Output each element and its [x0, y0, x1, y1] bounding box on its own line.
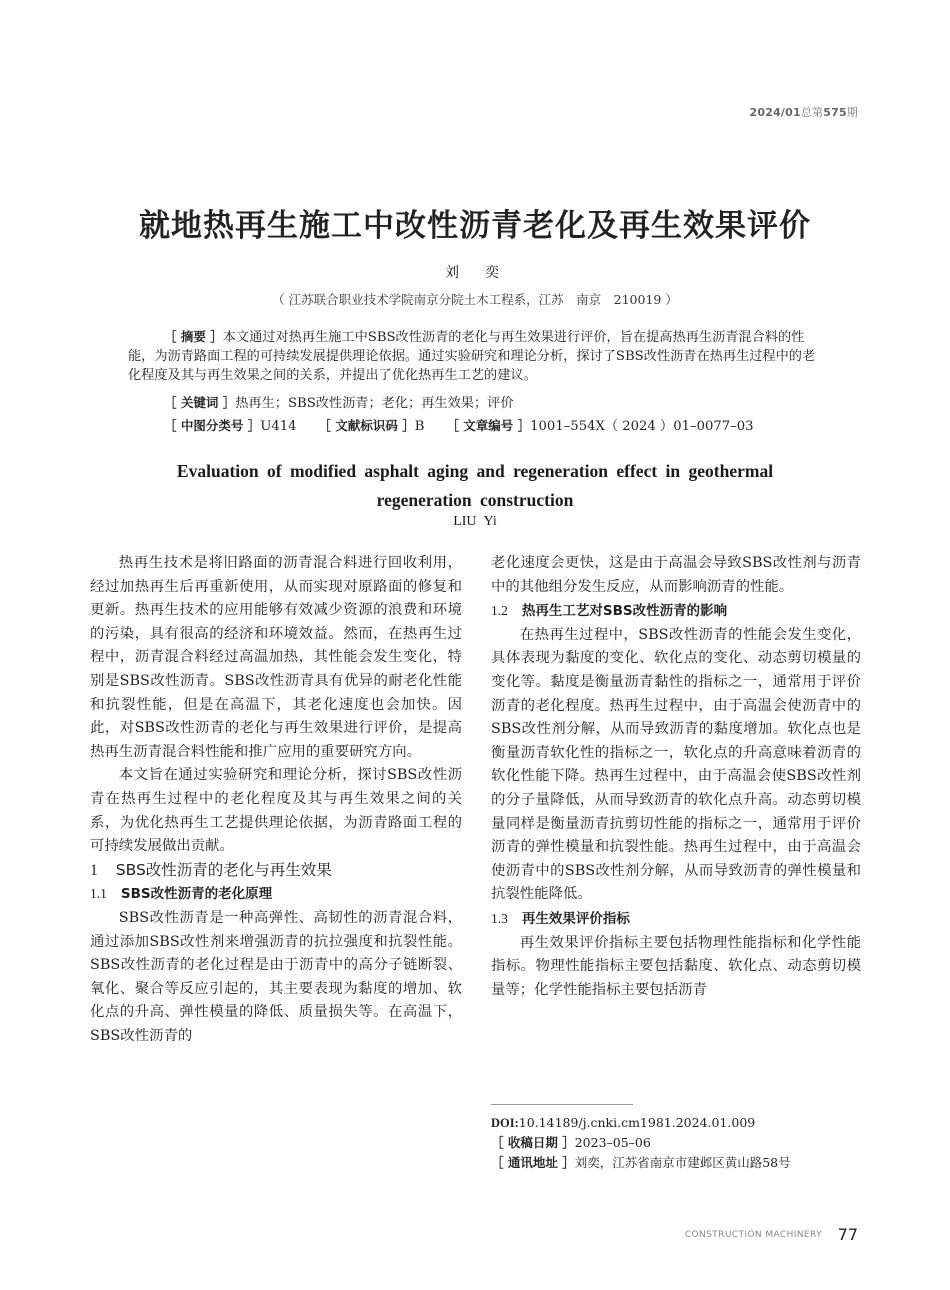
- doc-code-value: B: [414, 419, 425, 434]
- section-1-heading: 1 SBS改性沥青的老化与再生效果: [90, 860, 332, 879]
- issue-number: 2024/01总第575期: [749, 106, 858, 119]
- section-1-3-heading: 1.3 再生效果评价指标: [491, 910, 630, 927]
- body-column-right: [491, 552, 861, 1002]
- author-name: 刘 奕: [445, 265, 505, 281]
- abstract: [128, 327, 828, 385]
- page-number: 77: [837, 1225, 858, 1244]
- section-1-1-paragraph: SBS改性沥青是一种高弹性、高韧性的沥青混合料，通过添加SBS改性剂来增强沥青的抗拉强度和抗裂性能。SBS改性沥青的老化过程是由于沥青中的高分子链断裂、氧化、聚合等反应引起的，其主要表现为黏度的增加、软化点的升高、弹性模量的降低、质量损失等。在高温下，SBS改性沥青的: [90, 909, 462, 1044]
- section-1-2-heading: 1.2 热再生工艺对SBS改性沥青的影响: [491, 603, 728, 620]
- doc-code-label: ［ 文献标识码 ］: [318, 418, 415, 433]
- body-column-left: [90, 552, 462, 1048]
- received-date-line: ［ 收稿日期 ］2023–05–06: [491, 1135, 651, 1150]
- keywords-text: 热再生；SBS改性沥青；老化；再生效果；评价: [235, 396, 514, 411]
- address-line: ［ 通讯地址 ］刘奕，江苏省南京市建邺区黄山路58号: [491, 1155, 791, 1170]
- clc-label: ［ 中图分类号 ］: [164, 418, 261, 433]
- abstract-text: 本文通过对热再生施工中SBS改性沥青的老化与再生效果进行评价，旨在提高热再生沥青混合料的性能，为沥青路面工程的可持续发展提供理论依据。通过实验研究和理论分析，探讨了SBS改性沥青在热再生过程中的老化程度及其与再生效果之间的关系，并提出了优化热再生工艺的建议。: [128, 330, 816, 383]
- article-title: 就地热再生施工中改性沥青老化及再生效果评价: [139, 208, 811, 244]
- section-1-2-paragraph: 在热再生过程中，SBS改性沥青的性能会发生变化，具体表现为黏度的变化、软化点的变化、动态剪切模量的变化等。黏度是衡量沥青黏性的指标之一，通常用于评价沥青的老化程度。热再生过程中，由于高温会使沥青中的SBS改性剂分解，从而导致沥青的黏度增加。软化点也是衡量沥青软化性的指标之一，软化点的升高意味着沥青的软化性能下降。热再生过程中，由于高温会使SBS改性剂的分子量降低，从而导致沥青的软化点升高。动态剪切模量同样是衡量沥青抗剪切性能的指标之一，通常用于评价沥青的弹性模量和抗裂性能。热再生过程中，由于高温会使沥青中的SBS改性剂分解，从而导致沥青的弹性模量和抗裂性能降低。: [491, 626, 861, 903]
- author-affiliation: （ 江苏联合职业技术学院南京分院土木工程系，江苏 南京 210019 ）: [272, 292, 678, 307]
- clc-value: U414: [260, 419, 297, 434]
- doi-line: DOI:10.14189/j.cnki.cm1981.2024.01.009: [491, 1115, 756, 1130]
- footnote-divider: [491, 1104, 633, 1105]
- section-1-3-paragraph: 再生效果评价指标主要包括物理性能指标和化学性能指标。物理性能指标主要包括黏度、软化点、动态剪切模量等；化学性能指标主要包括沥青: [491, 934, 861, 998]
- footnotes: [491, 1113, 861, 1173]
- english-title: Evaluation of modified asphalt aging and regeneration effect in geothermal regeneration construction: [176, 461, 774, 510]
- section-1-1-paragraph-continued: 老化速度会更快，这是由于高温会导致SBS改性剂与沥青中的其他组分发生反应，从而影响沥青的性能。: [491, 555, 861, 595]
- abstract-label: ［ 摘要 ］: [164, 329, 223, 344]
- journal-name: CONSTRUCTION MACHINERY: [684, 1230, 822, 1240]
- article-number-value: 1001–554X（ 2024 ）01–0077–03: [530, 419, 754, 434]
- keywords-label: ［ 关键词 ］: [164, 395, 236, 410]
- intro-paragraph-1: 热再生技术是将旧路面的沥青混合料进行回收利用，经过加热再生后再重新使用，从而实现对原路面的修复和更新。热再生技术的应用能够有效减少资源的浪费和环境的污染，具有很高的经济和环境效益。然而，在热再生过程中，沥青混合料经过高温加热，其性能会发生变化，特别是SBS改性沥青。SBS改性沥青具有优异的耐老化性能和抗裂性能，但是在高温下，其老化速度也会加快。因此，对SBS改性沥青的老化与再生效果进行评价，是提高热再生沥青混合料性能和推广应用的重要研究方向。: [90, 555, 462, 760]
- classification-line: [128, 416, 864, 436]
- keywords: [128, 393, 864, 413]
- section-1-1-heading: 1.1 SBS改性沥青的老化原理: [90, 886, 273, 903]
- article-number-label: ［ 文章编号 ］: [446, 418, 531, 433]
- english-author: LIU Yi: [453, 514, 497, 529]
- intro-paragraph-2: 本文旨在通过实验研究和理论分析，探讨SBS改性沥青在热再生过程中的老化程度及其与再生效果之间的关系，为优化热再生工艺提供理论依据，为沥青路面工程的可持续发展做出贡献。: [90, 767, 462, 855]
